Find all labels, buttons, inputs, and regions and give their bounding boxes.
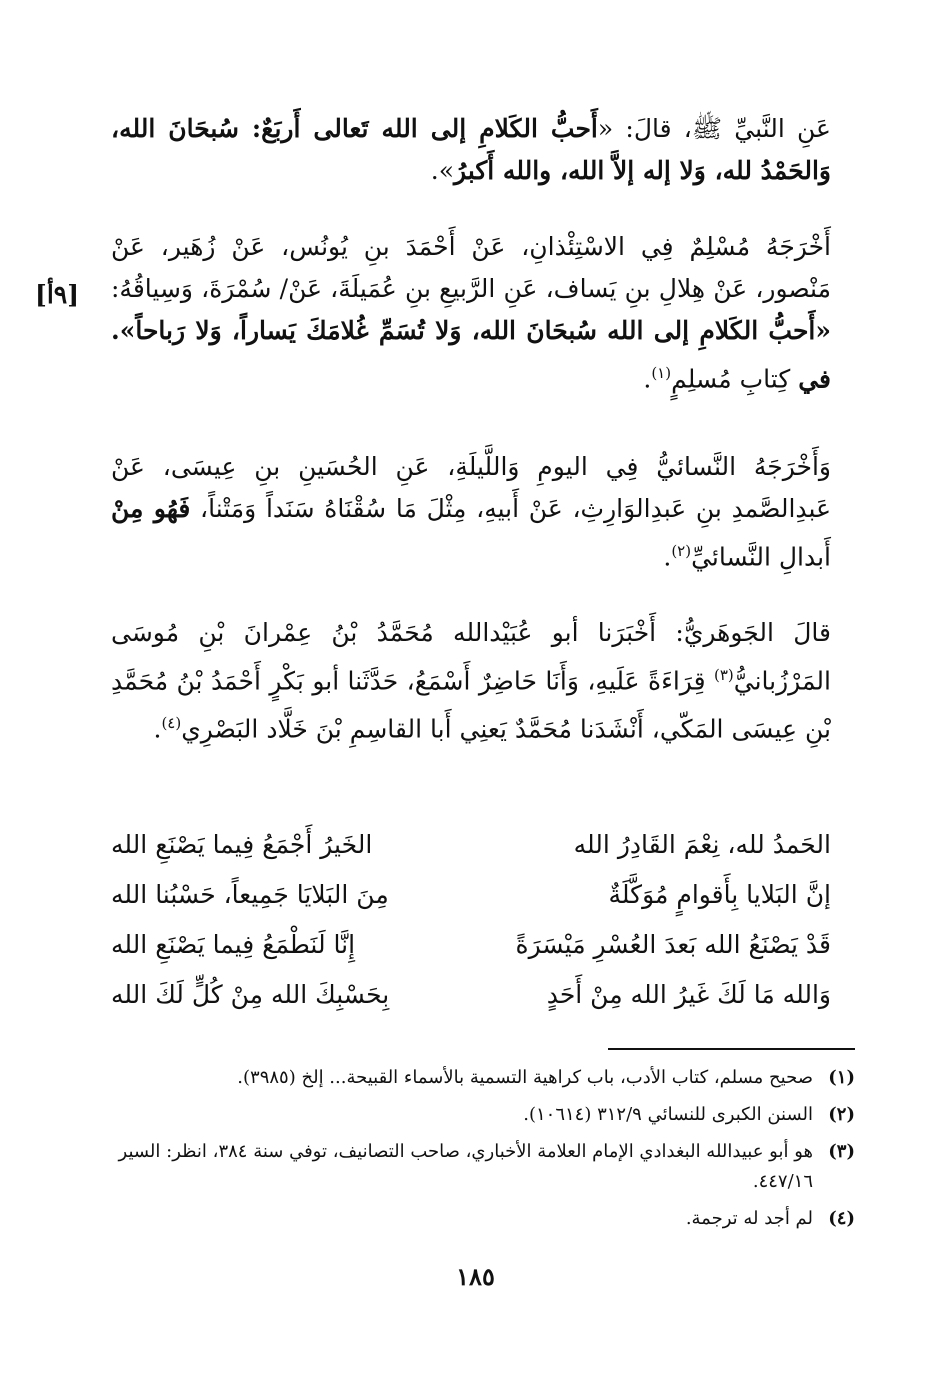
- poem-verse: [111, 920, 831, 970]
- p3-end: .: [663, 542, 672, 572]
- paragraph-2: [111, 226, 831, 400]
- footnote-item: [110, 1204, 855, 1234]
- footnote-number: (٢): [828, 1104, 855, 1125]
- p2-hadith-text: «أَحبُّ الكَلامِ إلى الله سُبحَانَ الله، وَلا تُسَمِّ غُلامَكَ يَساراً، وَلا رَباحاً». في: [111, 316, 831, 394]
- footnote-number: (١): [828, 1067, 855, 1088]
- p4-text-2: قِرَاءَةً عَلَيهِ، وَأَنَا حَاضِرٌ أَسْمَعُ، حَدَّثَنا أبو بَكْرٍ أَحْمَدُ بْنُ مُحَمَّدِ بْنِ عِيسَى المَكّي، أَنْشَدَنا مُحَمَّدٌ يَعنِي أَبا القاسِمِ بْنَ خَلَّاد البَصْرِي: [111, 666, 831, 744]
- verse-second-hemistich: بِحَسْبِكَ الله مِنْ كُلٍّ لَكَ الله: [111, 980, 390, 1009]
- p2-tail: كِتابِ مُسلِمٍ: [671, 364, 799, 394]
- paragraph-4: [111, 612, 831, 751]
- p3-bold: فَهُو مِنْ: [111, 494, 191, 523]
- p1-close: ».: [430, 156, 455, 185]
- verse-first-hemistich: إنَّ البَلايا بِأَقوامٍ مُوَكَّلَةٌ: [608, 880, 831, 909]
- footnote-divider: [608, 1048, 855, 1050]
- p1-intro: عَنِ النَّبيِّ ﷺ، قالَ: «: [597, 114, 831, 143]
- footnote-ref-2[interactable]: (٢): [671, 542, 692, 560]
- footnote-ref-3[interactable]: (٣): [713, 666, 734, 684]
- paragraph-1: [111, 108, 831, 192]
- footnote-item: [110, 1063, 855, 1093]
- verse-first-hemistich: قَدْ يَصْنَعُ الله بَعدَ العُسْرِ مَيْسَرَةً: [515, 930, 831, 959]
- p1-hadith-text: أَحبُّ الكَلامِ إلى الله تَعالى أَربَعٌ: سُبحَانَ الله، وَالحَمْدُ لله، وَلا إله إلاَّ الله، والله أَكبرُ: [111, 114, 831, 185]
- page-number: ١٨٥: [456, 1262, 495, 1291]
- verse-first-hemistich: الحَمدُ لله، نِعْمَ القَادِرُ الله: [573, 830, 831, 859]
- p2-text: أَخْرَجَهُ مُسْلِمٌ فِي الاسْتِئْذانِ، عَنْ أَحْمَدَ بنِ يُونُس، عَنْ زُهَير، عَنْ مَنْصور، عَنْ هِلالِ بنِ يَساف، عَنِ الرَّبيعِ بنِ عُمَيلَةَ، عَنْ/ سُمْرَةَ، وَسِياقُهُ:: [111, 232, 831, 303]
- poem-verse: [111, 820, 831, 870]
- poem: [111, 820, 831, 1020]
- verse-second-hemistich: إِنَّا لَنَطْمَعُ فِيما يَصْنَعِ الله: [111, 930, 356, 959]
- footnote-item: [110, 1100, 855, 1130]
- footnote-number: (٤): [828, 1208, 855, 1229]
- footnote-number: (٣): [828, 1141, 855, 1162]
- p4-end: .: [153, 714, 162, 744]
- footnote-item: [110, 1137, 855, 1197]
- p3-text: وَأَخْرَجَهُ النَّسائيُّ فِي اليومِ وَاللَّيلَةِ، عَنِ الحُسَينِ بنِ عِيسَى، عَنْ عَبدِالصَّمدِ بنِ عَبدِالوَارِثِ، عَنْ أَبيهِ، مِثْلَ مَا سُقْنَاهُ سَنَداً وَمَتْناً،: [111, 452, 832, 523]
- p3-tail: أَبدالِ النَّسائيِّ: [691, 542, 831, 572]
- p2-end: .: [643, 364, 652, 394]
- footnote-text: السنن الكبرى للنسائي ٣١٢/٩ (١٠٦١٤).: [523, 1104, 813, 1125]
- footnote-text: هو أبو عبيدالله البغدادي الإمام العلامة الأخباري، صاحب التصانيف، توفي سنة ٣٨٤، انظر: السير ٤٤٧/١٦.: [118, 1141, 813, 1192]
- verse-second-hemistich: مِنَ البَلايَا جَمِيعاً، حَسْبُنا الله: [111, 880, 389, 909]
- poem-verse: [111, 970, 831, 1020]
- footnote-text: لم أجد له ترجمة.: [685, 1208, 813, 1229]
- poem-verse: [111, 870, 831, 920]
- footnote-ref-1[interactable]: (١): [651, 364, 672, 382]
- manuscript-folio-marker: [٩أ]: [35, 280, 80, 309]
- verse-first-hemistich: وَالله مَا لَكَ غَيرُ الله مِنْ أَحَدٍ: [546, 980, 831, 1009]
- p4-text: قالَ الجَوهَريُّ: أَخْبَرَنا أبو عُبَيْدالله مُحَمَّدُ بْنُ عِمْرانَ بْنِ مُوسَى المَرْزُبانيُّ: [111, 618, 831, 696]
- footnote-ref-4[interactable]: (٤): [161, 714, 182, 733]
- verse-second-hemistich: الخَيرُ أَجْمَعُ فِيما يَصْنَعِ الله: [111, 830, 373, 859]
- paragraph-3: [111, 446, 831, 578]
- footnotes: [110, 1063, 855, 1241]
- footnote-text: صحيح مسلم، كتاب الأدب، باب كراهية التسمية بالأسماء القبيحة... إلخ (٣٩٨٥).: [237, 1067, 813, 1088]
